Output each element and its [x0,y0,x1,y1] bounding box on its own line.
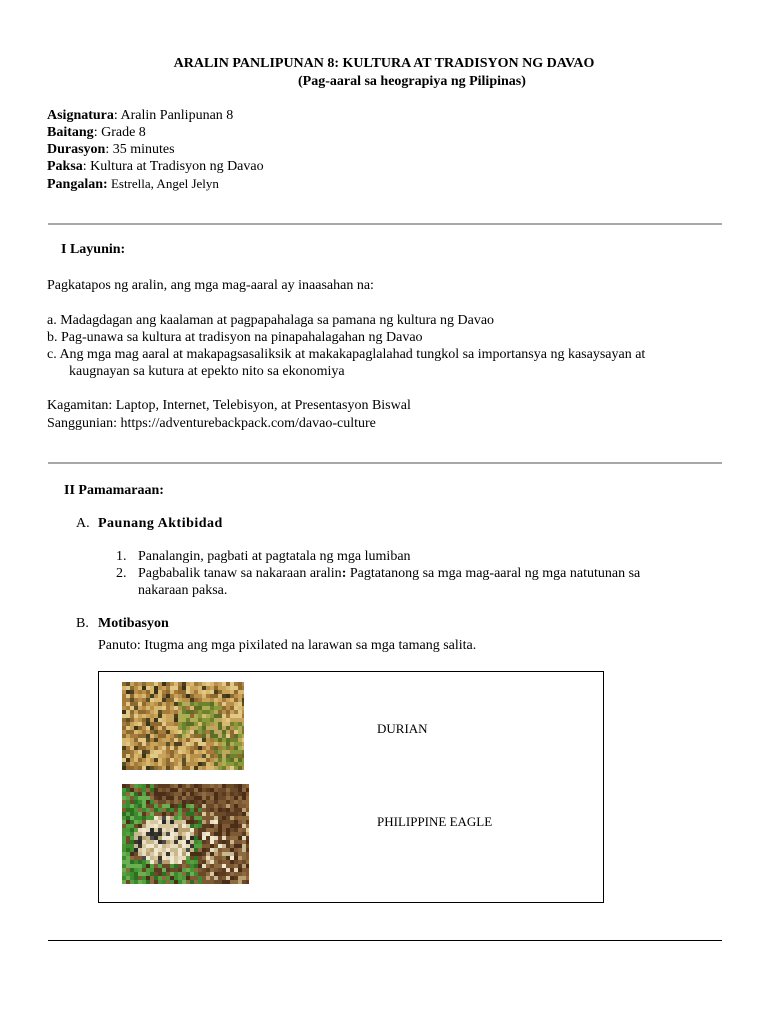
section1-intro: Pagkatapos ng aralin, ang mga mag-aaral ay inaasahan na: [47,278,374,293]
info-label: Paksa [47,159,83,174]
list-item-prefix: Pagbabalik tanaw sa nakaraan aralin [138,566,342,581]
objective-b: b. Pag-unawa sa kultura at tradisyon na pinapahalagahan ng Davao [47,330,423,345]
list-item-colon: : [341,566,347,581]
section2-heading: II Pamamaraan: [64,483,164,498]
list-item [138,566,640,582]
partB-title: Motibasyon [98,616,169,631]
document-subtitle: (Pag-aaral sa heograpiya ng Pilipinas) [298,74,526,89]
list-item: Panalangin, pagbati at pagtatala ng mga lumiban [138,549,411,564]
partB-letter: B. [76,616,89,631]
info-value: : 35 minutes [105,142,175,157]
match-word-eagle: PHILIPPINE EAGLE [377,814,493,829]
info-baitang [47,125,146,141]
list-item-number: 2. [116,566,127,581]
section1-heading: I Layunin: [61,242,126,257]
objective-a: a. Madagdagan ang kaalaman at pagpapahalaga sa pamana ng kultura ng Davao [47,313,495,328]
info-value: : Grade 8 [93,125,146,140]
list-item-number: 1. [116,549,127,564]
info-asignatura [47,108,233,124]
info-label: Durasyon [47,142,106,157]
partB-instruction: Panuto: Itugma ang mga pixilated na larawan sa mga tamang salita. [98,638,477,653]
document-title: ARALIN PANLIPUNAN 8: KULTURA AT TRADISYON NG DAVAO [173,56,595,71]
info-label: Baitang [47,125,94,140]
bottom-rule [48,940,722,941]
list-item-rest: Pagtatanong sa mga mag-aaral ng mga natutunan sa [346,566,641,581]
info-label: Pangalan: [47,177,108,192]
section-divider [48,462,722,464]
materials-text: Kagamitan: Laptop, Internet, Telebisyon, at Presentasyon Biswal [47,398,411,413]
info-value: : Aralin Panlipunan 8 [113,108,234,123]
info-value: : Kultura at Tradisyon ng Davao [82,159,264,174]
section-divider [48,223,722,225]
pixelated-durian-image [122,682,244,770]
info-label: Asignatura [47,108,114,123]
info-value: Estrella, Angel Jelyn [107,176,219,191]
reference-text: Sanggunian: https://adventurebackpack.com/davao-culture [47,416,376,431]
match-word-durian: DURIAN [377,721,428,736]
list-item-continued: nakaraan paksa. [138,583,228,598]
objective-c: c. Ang mga mag aaral at makapagsasaliksik at makakapaglalahad tungkol sa importansya ng kasaysayan at [47,347,646,362]
info-durasyon [47,142,175,158]
info-paksa [47,159,264,175]
partA-letter: A. [76,516,90,531]
pixelated-eagle-image [122,784,249,884]
objective-c-continued: kaugnayan sa kutura at epekto nito sa ekonomiya [69,364,345,379]
info-pangalan [47,176,219,193]
partA-title: Paunang Aktibidad [98,516,223,531]
